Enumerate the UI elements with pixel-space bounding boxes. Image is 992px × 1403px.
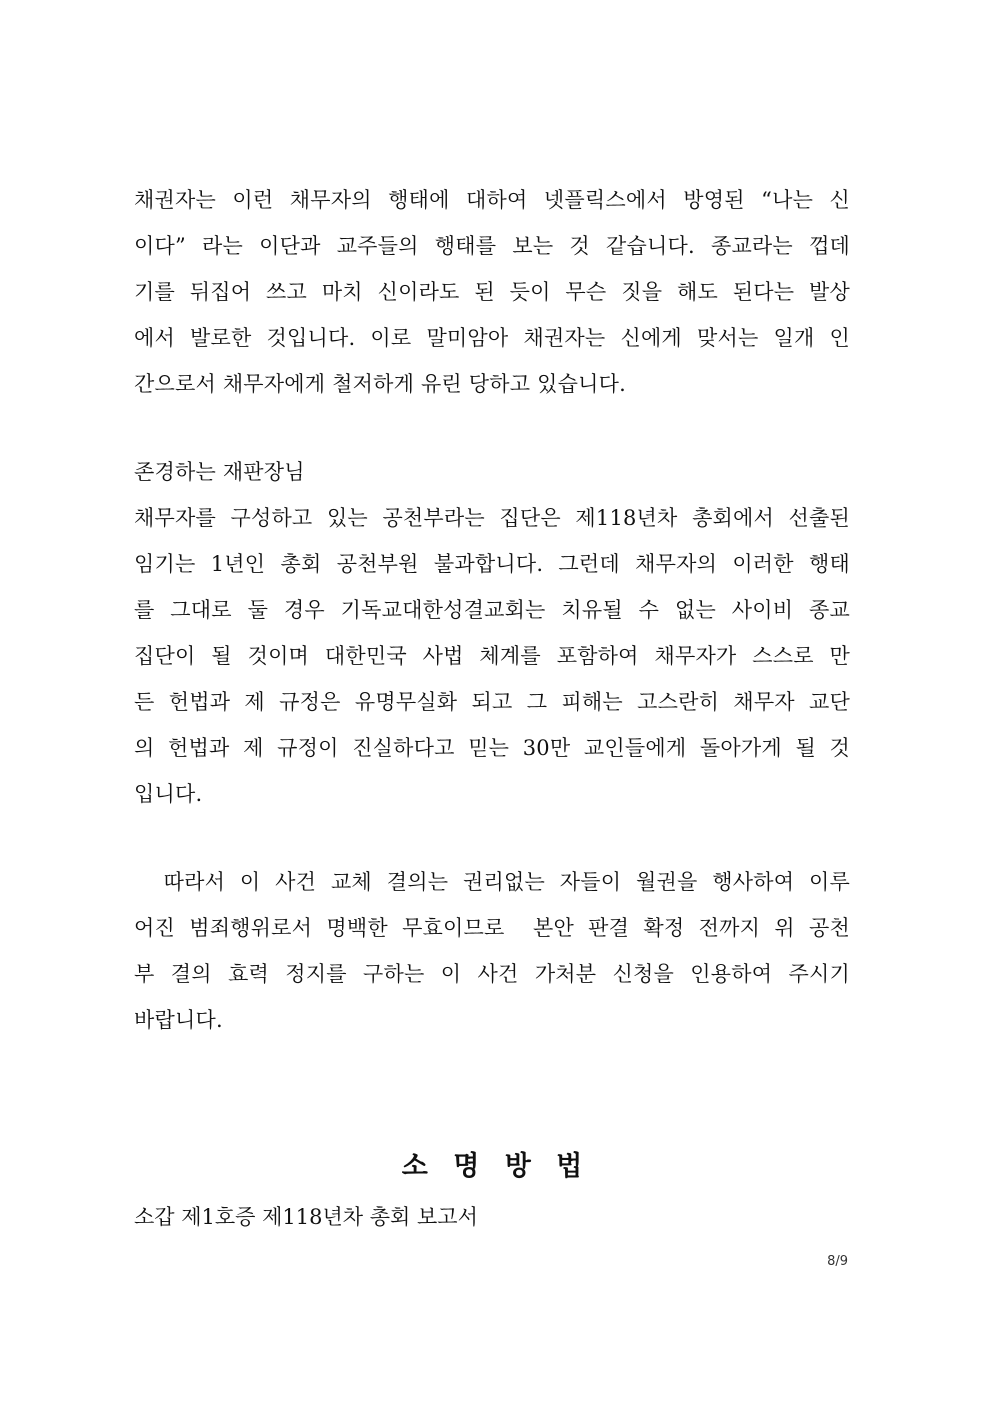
paragraph-2-line: 임기는 1년인 총회 공천부원 불과합니다. 그런데 채무자의 이러한 행태 <box>134 552 850 576</box>
paragraph-2-line: 입니다. <box>134 782 203 806</box>
section-heading: 소 명 방 법 <box>401 1151 591 1182</box>
evidence-item: 소갑 제1호증 제118년차 총회 보고서 <box>134 1205 478 1229</box>
paragraph-1-line: 간으로서 채무자에게 철저하게 유린 당하고 있습니다. <box>134 372 626 396</box>
paragraph-2-line: 든 헌법과 제 규정은 유명무실화 되고 그 피해는 고스란히 채무자 교단 <box>134 690 850 714</box>
paragraph-1-line: 에서 발로한 것입니다. 이로 말미암아 채권자는 신에게 맞서는 일개 인 <box>134 326 850 350</box>
paragraph-3-line: 바랍니다. <box>134 1008 223 1032</box>
paragraph-2-line: 를 그대로 둘 경우 기독교대한성결교회는 치유될 수 없는 사이비 종교 <box>134 598 850 622</box>
paragraph-3-line: 어진 범죄행위로서 명백한 무효이므로 본안 판결 확정 전까지 위 공천 <box>134 916 850 940</box>
paragraph-3-line: 부 결의 효력 정지를 구하는 이 사건 가처분 신청을 인용하여 주시기 <box>134 962 850 986</box>
paragraph-2-line: 집단이 될 것이며 대한민국 사법 체계를 포함하여 채무자가 스스로 만 <box>134 644 850 668</box>
paragraph-1-line: 이다” 라는 이단과 교주들의 행태를 보는 것 같습니다. 종교라는 껍데 <box>134 234 850 258</box>
paragraph-1-line: 기를 뒤집어 쓰고 마치 신이라도 된 듯이 무슨 짓을 해도 된다는 발상 <box>134 280 850 304</box>
paragraph-2-line: 의 헌법과 제 규정이 진실하다고 믿는 30만 교인들에게 돌아가게 될 것 <box>134 736 850 760</box>
page-number: 8/9 <box>827 1254 848 1269</box>
salutation: 존경하는 재판장님 <box>134 460 305 484</box>
paragraph-2-line: 채무자를 구성하고 있는 공천부라는 집단은 제118년차 총회에서 선출된 <box>134 506 850 530</box>
paragraph-1-line: 채권자는 이런 채무자의 행태에 대하여 넷플릭스에서 방영된 “나는 신 <box>134 188 850 212</box>
paragraph-3-line: 따라서 이 사건 교체 결의는 권리없는 자들이 월권을 행사하여 이루 <box>134 870 850 894</box>
